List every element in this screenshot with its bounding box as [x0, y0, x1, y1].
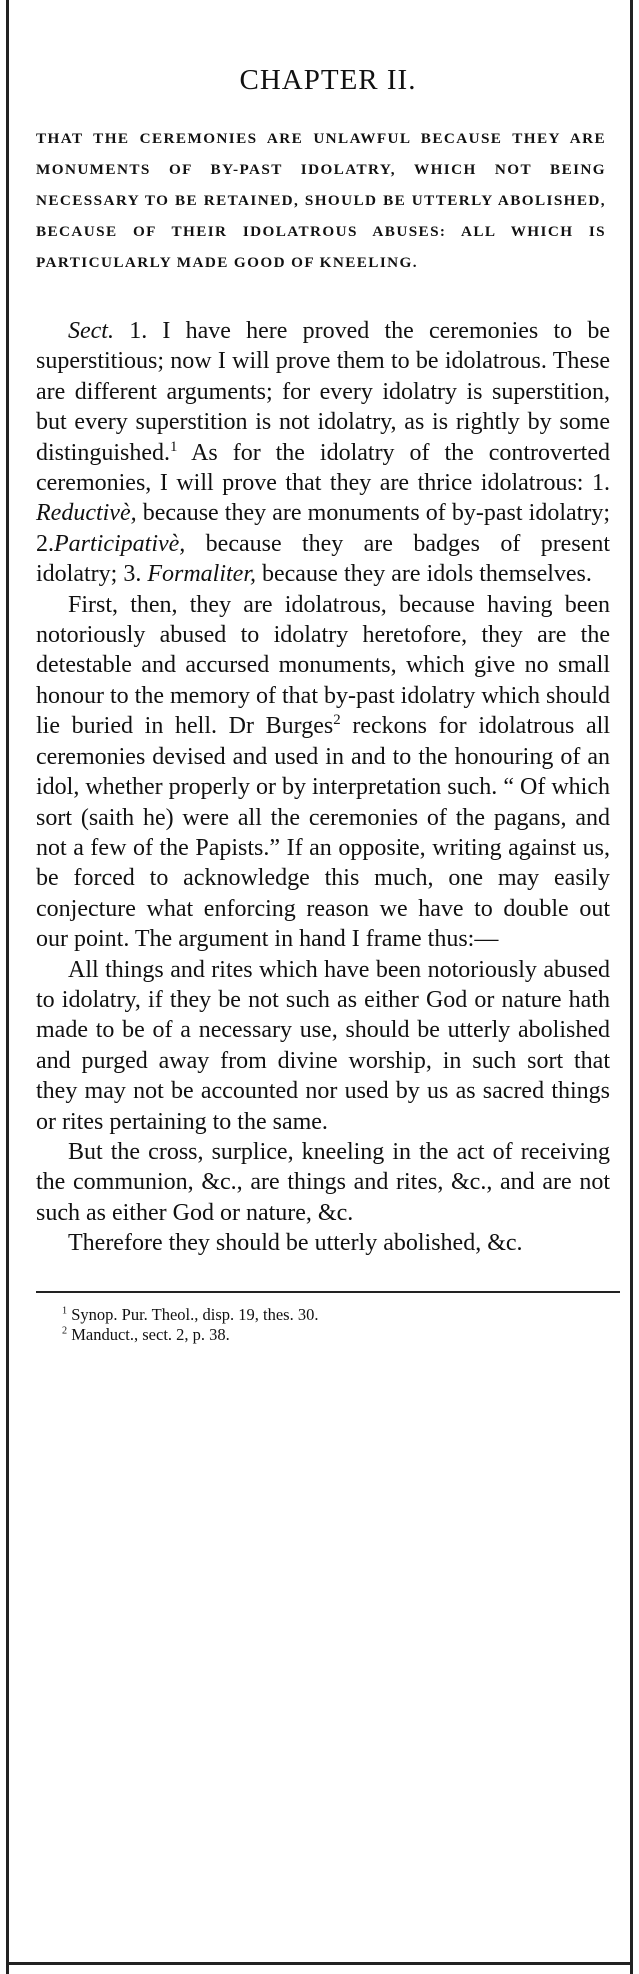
- footnotes: [36, 1305, 620, 1345]
- footnote-ref-2: 2: [333, 712, 341, 729]
- footnote-2-mark: 2: [62, 1325, 68, 1337]
- paragraph-3: All things and rites which have been notoriously abused to idolatry, if they be not such as either God or nature hath made to be of a necessary use, should be utterly abolished and purged away from divine worship, in such sort that they may not be accounted nor used by us as sacred things or rites pertaining to the same.: [36, 956, 610, 1135]
- paragraph-section-1: [36, 316, 610, 590]
- footnote-1: [62, 1305, 620, 1325]
- paragraph-1-text-c: because they are monuments of by-past idolatry; 2.: [36, 500, 610, 557]
- footnote-2-text: Manduct., sect. 2, p. 38.: [67, 1324, 230, 1344]
- term-participative: Participativè,: [54, 530, 186, 557]
- left-border-rule: [6, 0, 9, 1974]
- sect-label: Sect.: [68, 318, 114, 344]
- right-border-rule: [630, 0, 633, 1974]
- footnote-ref-1: 1: [170, 438, 178, 455]
- chapter-body: [36, 316, 620, 1259]
- paragraph-4: But the cross, surplice, kneeling in the act of receiving the communion, &c., are things and rites, &c., and are not such as either God or nature, &c.: [36, 1138, 610, 1226]
- footnote-divider: [36, 1291, 620, 1293]
- chapter-title: CHAPTER II.: [239, 64, 417, 96]
- paragraph-1-text-d: because they are badges of present idolatry; 3.: [36, 530, 610, 588]
- paragraph-2-text-a: First, then, they are idolatrous, because having been notoriously abused to idolatry heretofore, they are the detestable and accursed monuments, which give no small honour to the memory of that by-past idolatry which should lie buried in hell. Dr Burges: [36, 591, 610, 740]
- footnote-1-text: Synop. Pur. Theol., disp. 19, thes. 30.: [67, 1304, 319, 1324]
- footnote-1-mark: 1: [62, 1305, 68, 1317]
- bottom-border-rule: [6, 1962, 633, 1965]
- page-content: [36, 54, 620, 1345]
- paragraph-1-text-b: As for the idolatry of the controverted ceremonies, I will prove that they are thrice idolatrous: 1.: [36, 439, 610, 497]
- paragraph-1-text-a: 1. I have here proved the ceremonies to be superstitious; now I will prove them to be idolatrous. These are different arguments; for every idolatry is superstition, but every superstition is not idolatry, as is rightly by some distinguished.: [36, 318, 610, 466]
- paragraph-2-text-b: reckons for idolatrous all ceremonies devised and used in and to the honouring of an idol, whether properly or by interpretation such. “ Of which sort (saith he) were all the ceremonies of the pagans, and not a few of the Papists.” If an opposite, writing against us, be forced to acknowledge this much, one may easily conjecture what enforcing reason we have to double out our point. The argument in hand I frame thus:—: [36, 713, 610, 953]
- paragraph-5: Therefore they should be utterly abolished, &c.: [68, 1230, 523, 1257]
- paragraph-2: [36, 590, 610, 955]
- footnote-2: [62, 1325, 620, 1345]
- paragraph-1-text-e: because they are idols themselves.: [256, 561, 592, 588]
- chapter-summary: THAT THE CEREMONIES ARE UNLAWFUL BECAUSE THEY ARE MONUMENTS OF BY-PAST IDOLATRY, WHICH NOT BEING NECESSARY TO BE RETAINED, SHOULD BE UTTERLY ABOLISHED, BECAUSE OF THEIR IDOLATROUS ABUSES: ALL WHICH IS PARTICULARLY MADE GOOD OF KNEELING.: [36, 130, 606, 271]
- term-reductive: Reductivè,: [36, 500, 137, 527]
- term-formaliter: Formaliter,: [147, 561, 256, 588]
